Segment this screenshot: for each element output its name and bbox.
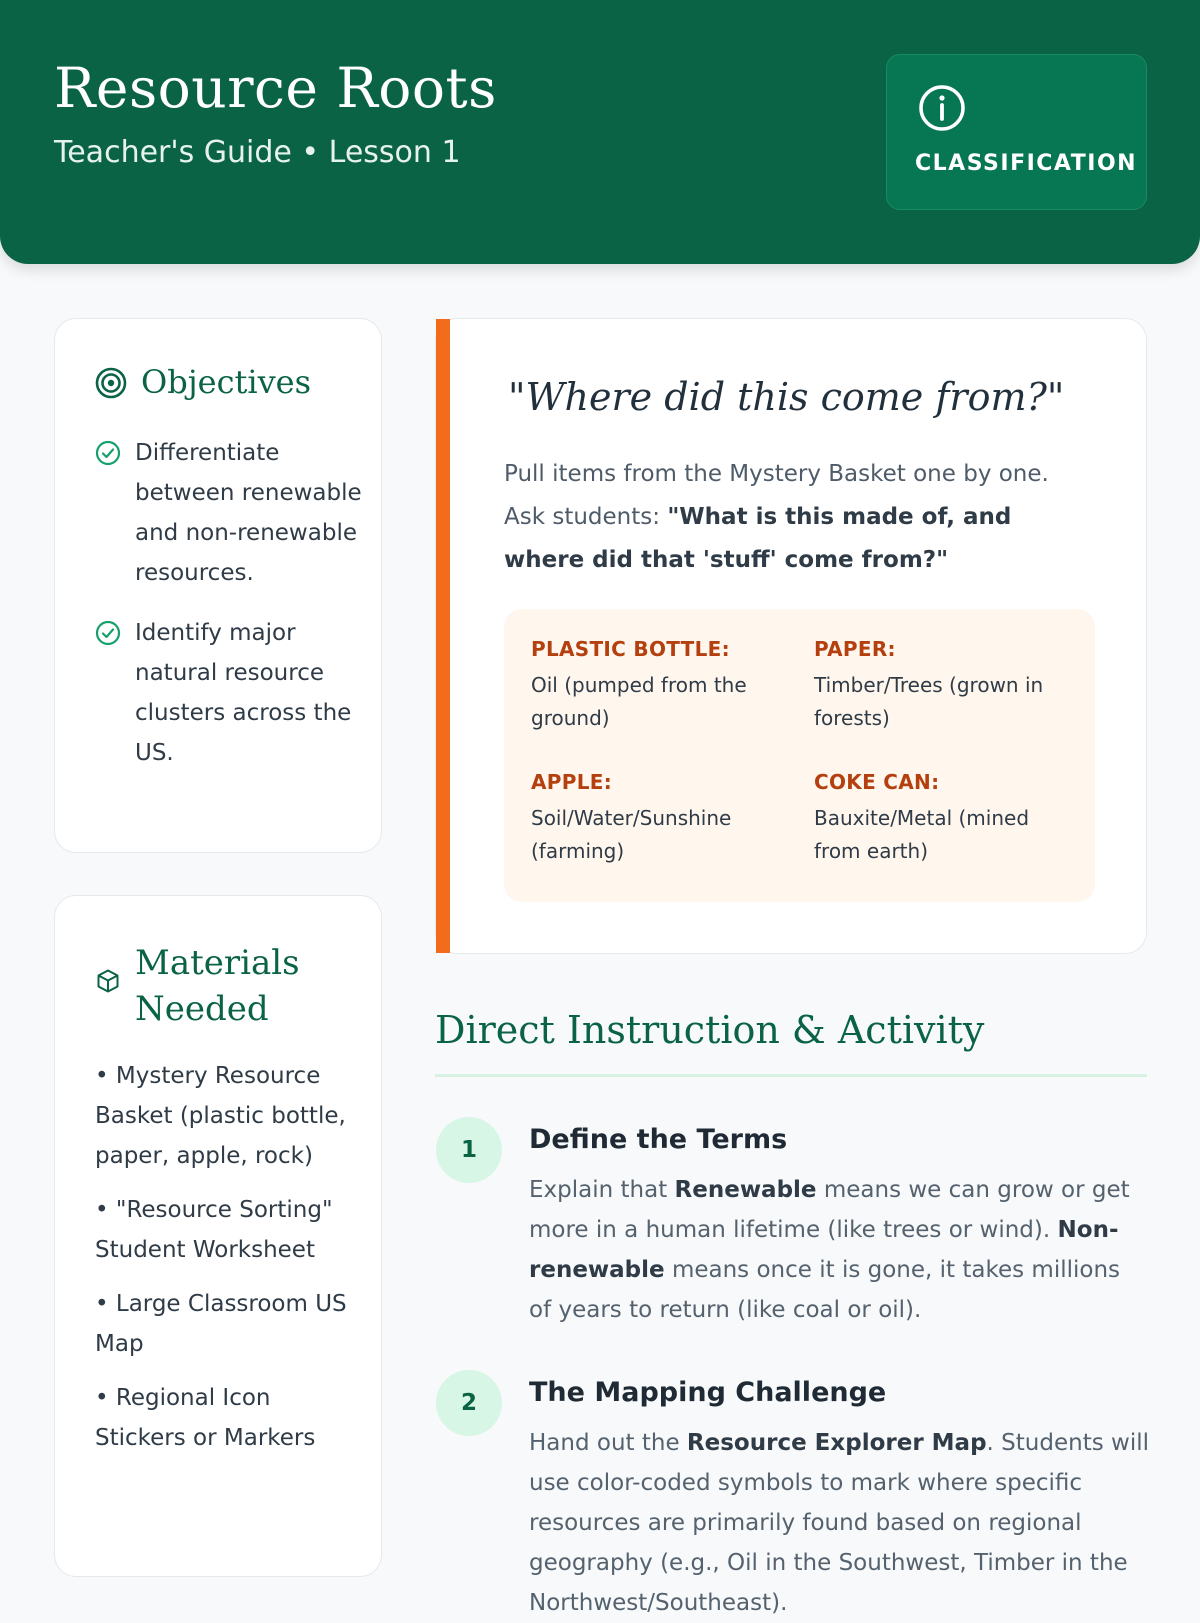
section-title: Direct Instruction & Activity: [435, 1008, 985, 1052]
lesson-header: [0, 0, 1200, 264]
example-item: [531, 770, 781, 868]
check-circle-icon: [95, 440, 121, 466]
info-icon: [917, 83, 967, 133]
page-title: Resource Roots: [54, 56, 497, 120]
step-title: The Mapping Challenge: [529, 1377, 887, 1408]
examples-box: [504, 609, 1095, 902]
example-item: [814, 770, 1064, 868]
material-item: • Large Classroom US Map: [95, 1291, 347, 1357]
step-text: Explain that: [529, 1177, 675, 1203]
classification-badge: [886, 54, 1147, 210]
step-text: means once it is gone, it takes millions of years to return (like coal or oil).: [529, 1257, 1121, 1323]
example-value: Timber/Trees (grown in forests): [814, 673, 1044, 730]
example-value: Soil/Water/Sunshine (farming): [531, 806, 732, 863]
section-divider: [435, 1074, 1147, 1077]
materials-heading: Materials Needed: [135, 943, 300, 1029]
step-description: [529, 1423, 1149, 1623]
materials-card: [54, 895, 382, 1577]
example-label: APPLE:: [531, 770, 612, 794]
page-subtitle: Teacher's Guide • Lesson 1: [54, 135, 461, 170]
material-item: • Regional Icon Stickers or Markers: [95, 1385, 316, 1451]
objective-text: Differentiate between renewable and non-renewable resources.: [135, 440, 362, 586]
material-item: • "Resource Sorting" Student Worksheet: [95, 1197, 333, 1263]
box-icon: [95, 968, 121, 994]
step-number-badge: 1: [436, 1117, 502, 1183]
term-renewable: Renewable: [674, 1177, 817, 1203]
step-title: Define the Terms: [529, 1124, 788, 1155]
check-circle-icon: [95, 620, 121, 646]
hook-card: [435, 318, 1147, 954]
example-value: Oil (pumped from the ground): [531, 673, 747, 730]
step-number-badge: 2: [436, 1370, 502, 1436]
example-value: Bauxite/Metal (mined from earth): [814, 806, 1030, 863]
hook-question: "What is this made of, and where did that 'stuff' come from?": [504, 504, 1012, 573]
example-item: [814, 637, 1064, 735]
term-non-renewable: Non-renewable: [529, 1217, 1119, 1283]
example-label: PLASTIC BOTTLE:: [531, 637, 730, 661]
objective-item: [95, 613, 365, 773]
accent-bar: [436, 319, 450, 953]
step-description: [529, 1170, 1149, 1330]
materials-list: [95, 1056, 357, 1472]
step-text: means we can grow or get more in a human lifetime (like trees or wind).: [529, 1177, 1130, 1243]
material-item: • Mystery Resource Basket (plastic bottle, paper, apple, rock): [95, 1063, 346, 1169]
hook-intro: [504, 453, 1094, 582]
example-label: PAPER:: [814, 637, 896, 661]
badge-label: CLASSIFICATION: [915, 151, 1138, 176]
example-item: [531, 637, 781, 735]
objectives-card: [54, 318, 382, 853]
example-label: COKE CAN:: [814, 770, 940, 794]
term-resource-explorer-map: Resource Explorer Map: [686, 1430, 987, 1456]
objective-item: [95, 433, 365, 593]
target-icon: [95, 367, 127, 399]
objective-text: Identify major natural resource clusters across the US.: [135, 620, 352, 766]
step-text: Hand out the: [529, 1430, 687, 1456]
objectives-heading: Objectives: [141, 363, 312, 401]
objectives-list: [95, 433, 365, 793]
hook-intro-text: Pull items from the Mystery Basket one by one. Ask students:: [504, 461, 1049, 530]
step-text: . Students will use color-coded symbols to mark where specific resources are primarily found based on regional geography (e.g., Oil in the Southwest, Timber in the Northwest/Southeast).: [529, 1430, 1149, 1616]
hook-quote: "Where did this come from?": [508, 375, 1065, 419]
